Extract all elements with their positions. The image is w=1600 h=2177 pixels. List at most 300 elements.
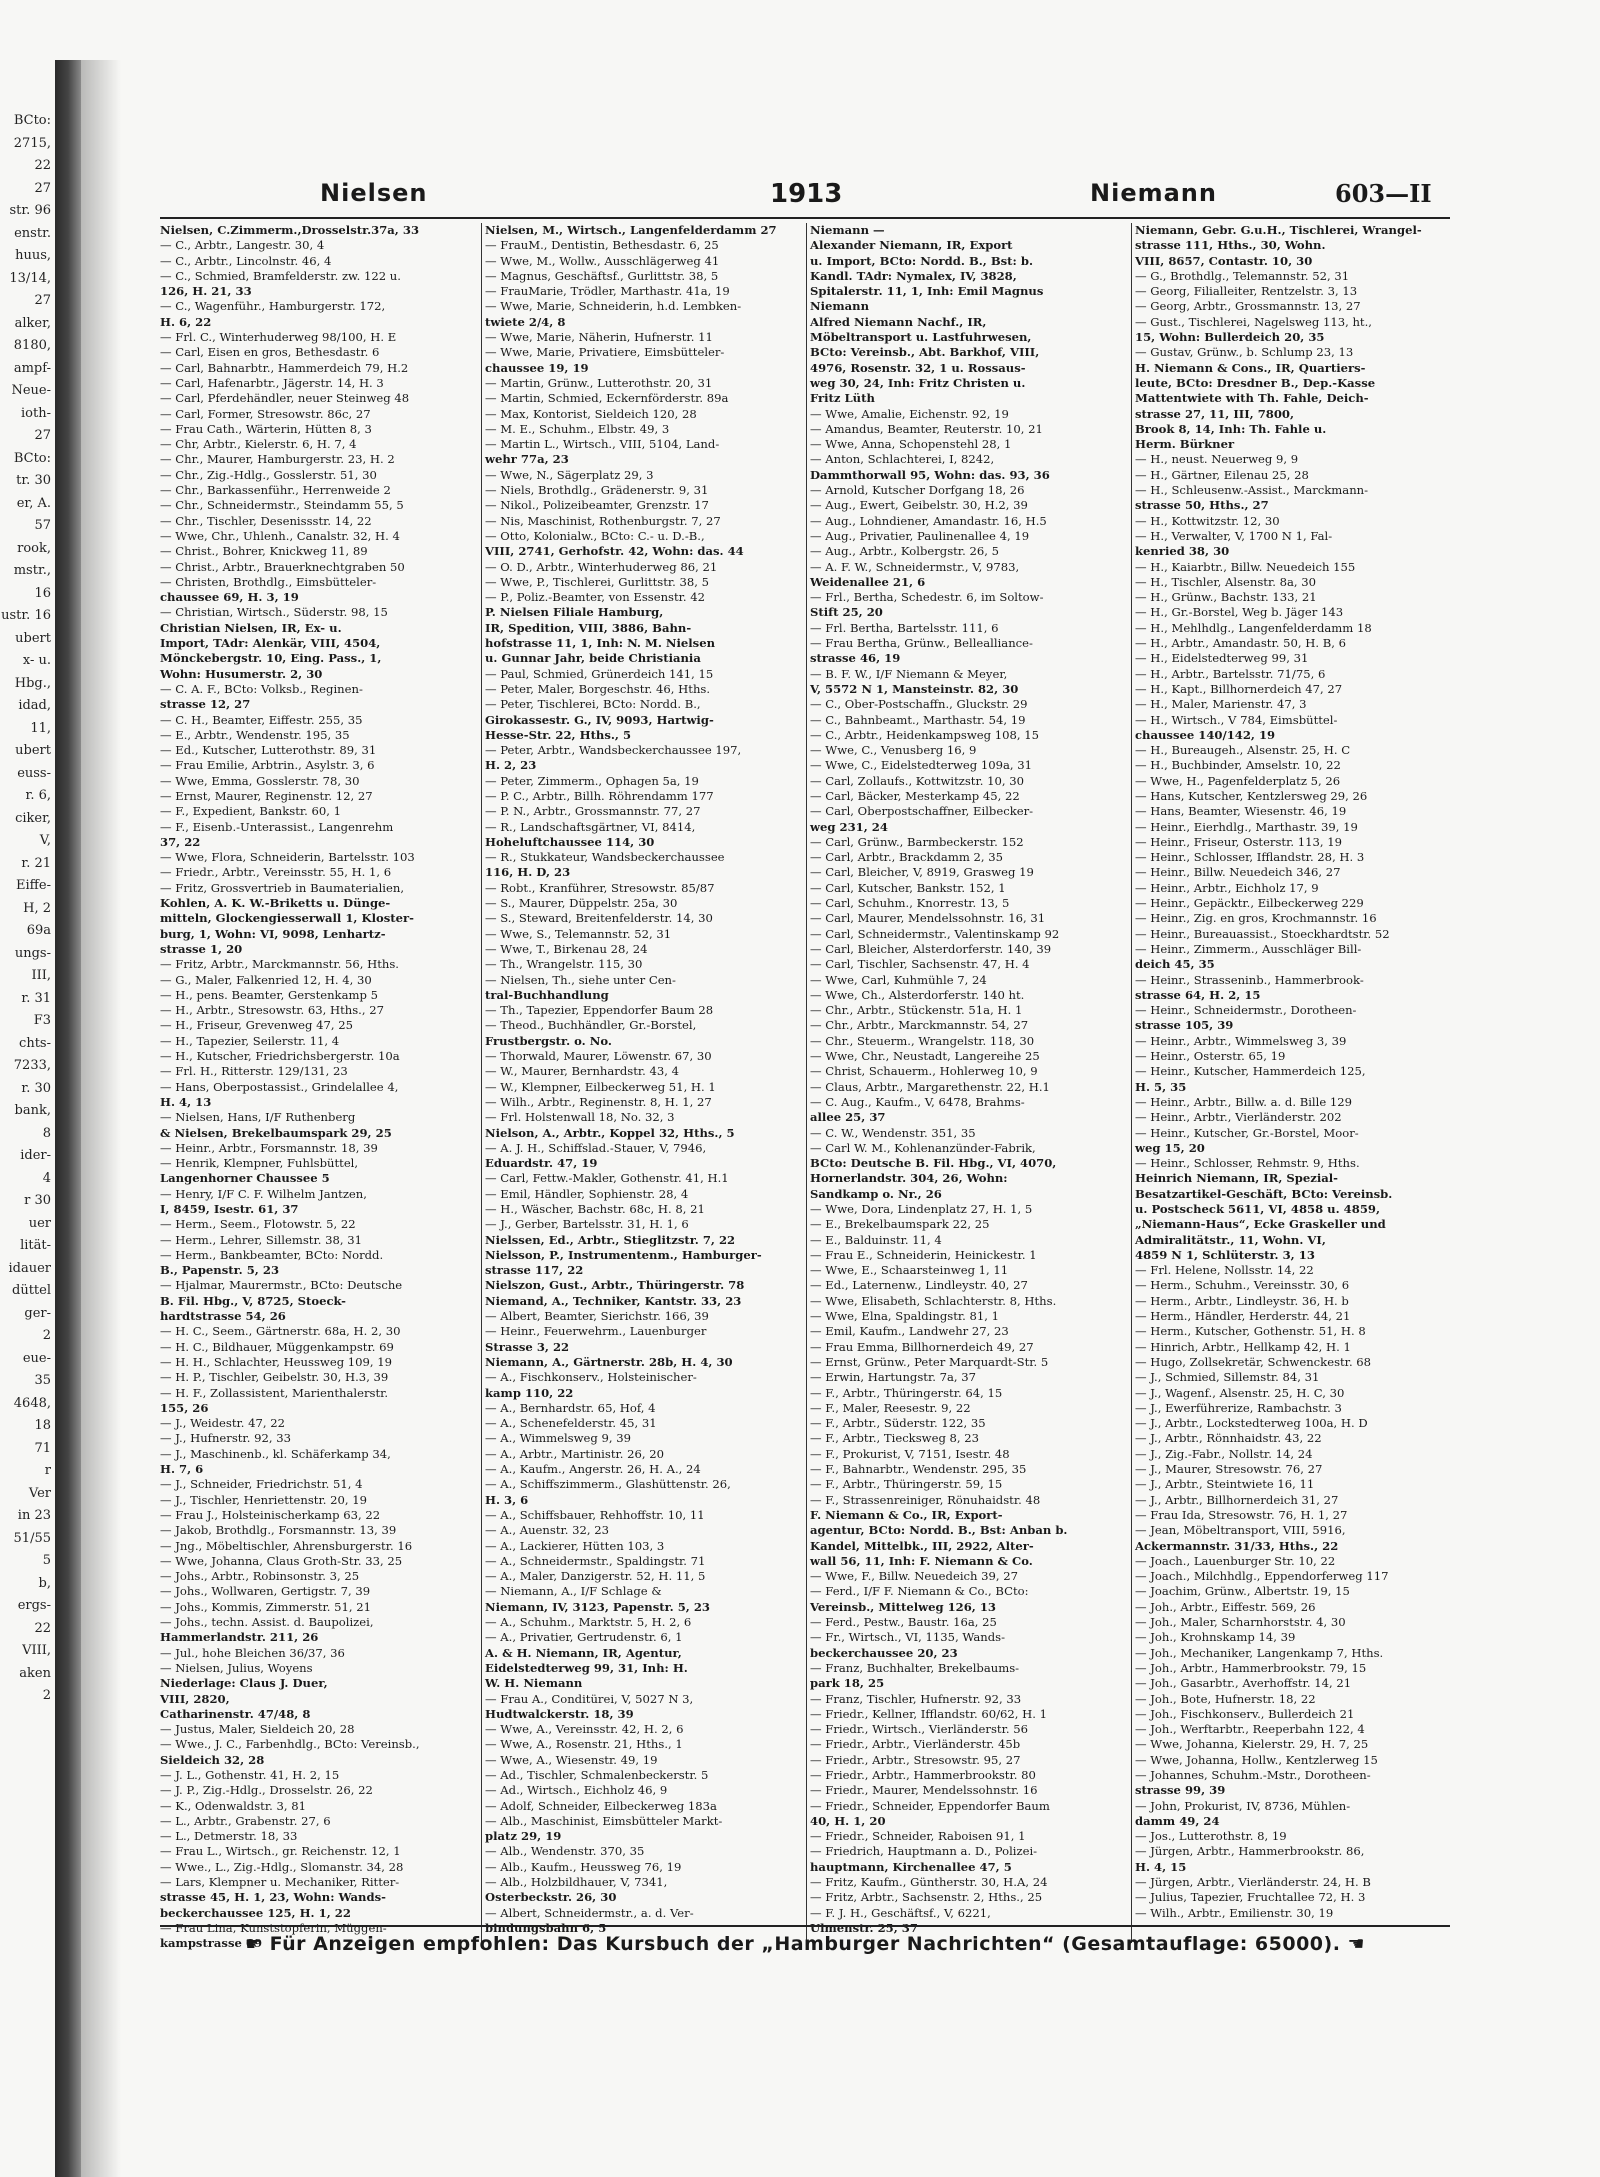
directory-entry: — F., Expedient, Bankstr. 60, 1 bbox=[160, 804, 342, 819]
left-page-fragment: 5 bbox=[42, 1553, 51, 1568]
directory-entry: — Hinrich, Arbtr., Hellkamp 42, H. 1 bbox=[1135, 1339, 1351, 1354]
directory-entry: — H., Arbtr., Stresowstr. 63, Hths., 27 bbox=[160, 1003, 384, 1018]
directory-entry: wehr 77a, 23 bbox=[485, 452, 569, 467]
directory-entry: — Ernst, Grünw., Peter Marquardt-Str. 5 bbox=[810, 1354, 1049, 1369]
left-page-fragment: r. 6, bbox=[25, 788, 51, 803]
directory-entry: — L., Detmerstr. 18, 33 bbox=[160, 1829, 298, 1844]
directory-entry: — H., Tischler, Alsenstr. 8a, 30 bbox=[1135, 574, 1317, 589]
directory-entry: W. H. Niemann bbox=[485, 1676, 583, 1691]
directory-entry: — H., Arbtr., Bartelsstr. 71/75, 6 bbox=[1135, 666, 1326, 681]
directory-entry: — A. F. W., Schneidermstr., V, 9783, bbox=[810, 559, 1020, 574]
directory-entry: B., Papenstr. 5, 23 bbox=[160, 1263, 280, 1278]
directory-entry: — A., Arbtr., Martinistr. 26, 20 bbox=[485, 1446, 665, 1461]
directory-entry: Nielsson, P., Instrumentenm., Hamburger- bbox=[485, 1247, 762, 1262]
left-page-fragment: ger- bbox=[24, 1305, 51, 1321]
directory-entry: strasse 12, 27 bbox=[160, 697, 251, 712]
directory-entry: — Wwe, A., Wiesenstr. 49, 19 bbox=[485, 1752, 658, 1767]
directory-entry: — Carl, Maurer, Mendelssohnstr. 16, 31 bbox=[810, 911, 1046, 926]
directory-entry: BCto: Vereinsb., Abt. Barkhof, VIII, bbox=[810, 345, 1040, 360]
left-page-fragment: ider- bbox=[20, 1148, 51, 1163]
directory-entry: — Heinr., Zimmerm., Ausschläger Bill- bbox=[1135, 941, 1362, 956]
left-page-fragment: ciker, bbox=[15, 810, 51, 826]
directory-entry: VIII, 8657, Contastr. 10, 30 bbox=[1135, 253, 1313, 268]
directory-entry: VIII, 2820, bbox=[160, 1691, 230, 1706]
directory-entry: — Alb., Maschinist, Eimsbütteler Markt- bbox=[485, 1813, 723, 1828]
directory-entry: — F., Arbtr., Süderstr. 122, 35 bbox=[810, 1416, 986, 1431]
column-3 bbox=[810, 223, 1128, 1943]
directory-entry: Niemann, A., Gärtnerstr. 28b, H. 4, 30 bbox=[485, 1354, 733, 1369]
directory-entry: strasse 27, 11, III, 7800, bbox=[1135, 406, 1295, 421]
left-page-fragment: er, A. bbox=[16, 495, 51, 511]
directory-entry: — Georg, Arbtr., Grossmannstr. 13, 27 bbox=[1135, 299, 1361, 314]
directory-entry: — Chr., Maurer, Hamburgerstr. 23, H. 2 bbox=[160, 452, 395, 467]
directory-entry: — Jul., hohe Bleichen 36/37, 36 bbox=[160, 1645, 345, 1660]
directory-entry: — E., Balduinstr. 11, 4 bbox=[810, 1232, 942, 1247]
directory-entry: Ulmenstr. 25, 37 bbox=[810, 1920, 918, 1935]
directory-entry: Niemann — bbox=[810, 223, 885, 237]
directory-entry: Hornerlandstr. 304, 26, Wohn: bbox=[810, 1171, 1008, 1186]
directory-entry: — Wwe, P., Tischlerei, Gurlittstr. 38, 5 bbox=[485, 574, 710, 589]
directory-entry: Wohn: Husumerstr. 2, 30 bbox=[160, 666, 323, 681]
directory-entry: — Heinr., Eierhdlg., Marthastr. 39, 19 bbox=[1135, 819, 1358, 834]
column-divider bbox=[1131, 223, 1132, 1943]
left-page-fragment: 2 bbox=[42, 1688, 51, 1703]
directory-entry: Strasse 3, 22 bbox=[485, 1339, 570, 1354]
directory-entry: — A., Auenstr. 32, 23 bbox=[485, 1523, 609, 1538]
directory-entry: — Ed., Laternenw., Lindleystr. 40, 27 bbox=[810, 1278, 1028, 1293]
directory-entry: — H., Wirtsch., V 784, Eimsbüttel- bbox=[1135, 712, 1338, 727]
directory-entry: — Carl, Bäcker, Mesterkamp 45, 22 bbox=[810, 788, 1020, 803]
left-page-fragment: b, bbox=[38, 1575, 51, 1591]
directory-entry: — Frau E., Schneiderin, Heinickestr. 1 bbox=[810, 1247, 1037, 1262]
directory-entry: — J. L., Gothenstr. 41, H. 2, 15 bbox=[160, 1767, 340, 1782]
directory-entry: — Chr., Schneidermstr., Steindamm 55, 5 bbox=[160, 498, 404, 513]
left-page-fragment: 8 bbox=[42, 1125, 51, 1141]
directory-entry: — F., Eisenb.-Unterassist., Langenrehm bbox=[160, 819, 394, 834]
directory-entry: — Jürgen, Arbtr., Vierländerstr. 24, H. B bbox=[1135, 1875, 1371, 1890]
directory-entry: — Peter, Maler, Borgeschstr. 46, Hths. bbox=[485, 681, 711, 696]
directory-entry: — A., Schuhm., Marktstr. 5, H. 2, 6 bbox=[485, 1615, 692, 1630]
directory-entry: platz 29, 19 bbox=[485, 1829, 562, 1844]
directory-entry: — Carl, Bleicher, Alsterdorferstr. 140, 39 bbox=[810, 941, 1052, 956]
left-page-fragment: alker, bbox=[14, 315, 51, 331]
directory-entry: — J., Wagenf., Alsenstr. 25, H. C, 30 bbox=[1135, 1385, 1345, 1400]
directory-entry: — J., Ewerführerize, Rambachstr. 3 bbox=[1135, 1400, 1342, 1415]
left-page-fragment: 4648, bbox=[13, 1395, 51, 1411]
directory-entry: — Albert, Schneidermstr., a. d. Ver- bbox=[485, 1905, 694, 1920]
directory-entry: — Wilh., Arbtr., Emilienstr. 30, 19 bbox=[1135, 1905, 1334, 1920]
directory-entry: — Heinr., Arbtr., Billw. a. d. Bille 129 bbox=[1135, 1094, 1353, 1109]
directory-entry: — Chr., Zig.-Hdlg., Gosslerstr. 51, 30 bbox=[160, 467, 377, 482]
directory-entry: — H., Verwalter, V, 1700 N 1, Fal- bbox=[1135, 528, 1333, 543]
directory-entry: — John, Prokurist, IV, 8736, Mühlen- bbox=[1135, 1798, 1351, 1813]
directory-entry: — FrauMarie, Trödler, Marthastr. 41a, 19 bbox=[485, 284, 730, 299]
left-page-fragment: BCto: bbox=[13, 113, 51, 128]
directory-entry: — Frl. Helene, Nollsstr. 14, 22 bbox=[1135, 1263, 1314, 1278]
directory-entry: Alfred Niemann Nachf., IR, bbox=[810, 314, 987, 329]
directory-entry: 15, Wohn: Bullerdeich 20, 35 bbox=[1135, 330, 1325, 345]
left-page-fragment: 71 bbox=[34, 1440, 51, 1456]
directory-entry: — Hans, Beamter, Wiesenstr. 46, 19 bbox=[1135, 804, 1347, 819]
left-page-fragment: 22 bbox=[34, 158, 51, 173]
left-page-margin bbox=[0, 110, 55, 2110]
directory-entry: — Alb., Wendenstr. 370, 35 bbox=[485, 1844, 645, 1859]
directory-entry: — Jürgen, Arbtr., Hammerbrookstr. 86, bbox=[1135, 1844, 1365, 1859]
directory-entry: — F., Arbtr., Thüringerstr. 59, 15 bbox=[810, 1477, 1003, 1492]
directory-entry: strasse 1, 20 bbox=[160, 941, 243, 956]
directory-entry: — C., Ober-Postschaffn., Gluckstr. 29 bbox=[810, 697, 1028, 712]
directory-entry: 126, H. 21, 33 bbox=[160, 284, 252, 299]
directory-entry: — Johs., Wollwaren, Gertigstr. 7, 39 bbox=[160, 1584, 371, 1599]
header-left-keyword: Nielsen bbox=[320, 179, 428, 207]
directory-entry: Sieldeich 32, 28 bbox=[160, 1752, 265, 1767]
directory-entry: — H., Maler, Marienstr. 47, 3 bbox=[1135, 697, 1307, 712]
directory-entry: — A., Schiffsbauer, Rehhoffstr. 10, 11 bbox=[485, 1507, 705, 1522]
left-page-fragment: chts- bbox=[19, 1035, 51, 1051]
left-page-fragment: rook, bbox=[17, 540, 51, 556]
directory-entry: — Wwe, A., Vereinsstr. 42, H. 2, 6 bbox=[485, 1722, 684, 1737]
directory-entry: — H., neust. Neuerweg 9, 9 bbox=[1135, 452, 1299, 467]
directory-entry: — E., Arbtr., Wendenstr. 195, 35 bbox=[160, 727, 350, 742]
directory-entry: — Jng., Möbeltischler, Ahrensburgerstr. 16 bbox=[160, 1538, 413, 1553]
directory-entry: — Wwe, C., Eidelstedterweg 109a, 31 bbox=[810, 758, 1033, 773]
directory-entry: chaussee 69, H. 3, 19 bbox=[160, 590, 299, 605]
directory-entry: — J., Hufnerstr. 92, 33 bbox=[160, 1431, 291, 1446]
directory-entry: — Herm., Arbtr., Lindleystr. 36, H. b bbox=[1135, 1293, 1349, 1308]
directory-entry: — Friedr., Arbtr., Vierländerstr. 45b bbox=[810, 1737, 1021, 1752]
left-page-fragment: III, bbox=[31, 968, 51, 983]
directory-entry: — A., Schneidermstr., Spaldingstr. 71 bbox=[485, 1553, 706, 1568]
left-page-fragment: Ver bbox=[28, 1485, 51, 1501]
directory-entry: IR, Spedition, VIII, 3886, Bahn- bbox=[485, 620, 692, 635]
directory-entry: — Max, Kontorist, Sieldeich 120, 28 bbox=[485, 406, 697, 421]
directory-entry: leute, BCto: Dresdner B., Dep.-Kasse bbox=[1135, 375, 1376, 390]
directory-entry: — R., Stukkateur, Wandsbeckerchaussee bbox=[485, 850, 725, 865]
directory-entry: — Friedr., Arbtr., Stresowstr. 95, 27 bbox=[810, 1752, 1021, 1767]
directory-entry: Osterbeckstr. 26, 30 bbox=[485, 1890, 617, 1905]
directory-entry: — Peter, Zimmerm., Ophagen 5a, 19 bbox=[485, 773, 699, 788]
directory-entry: — Chr., Steuerm., Wrangelstr. 118, 30 bbox=[810, 1033, 1035, 1048]
directory-entry: chaussee 140/142, 19 bbox=[1135, 727, 1276, 742]
directory-entry: F. Niemann & Co., IR, Export- bbox=[810, 1507, 1003, 1522]
directory-entry: — J., Zig.-Fabr., Nollstr. 14, 24 bbox=[1135, 1446, 1313, 1461]
directory-entry: H. 3, 6 bbox=[485, 1492, 529, 1507]
directory-entry: — H. C., Seem., Gärtnerstr. 68a, H. 2, 30 bbox=[160, 1324, 401, 1339]
directory-entry: — Joh., Maler, Scharnhorststr. 4, 30 bbox=[1135, 1615, 1346, 1630]
directory-entry: — Wwe, Johanna, Hollw., Kentzlerweg 15 bbox=[1135, 1752, 1378, 1767]
header-year: 1913 bbox=[770, 179, 843, 209]
directory-entry: — Carl, Hafenarbtr., Jägerstr. 14, H. 3 bbox=[160, 375, 384, 390]
directory-entry: — Aug., Lohndiener, Amandastr. 16, H.5 bbox=[810, 513, 1047, 528]
directory-entry: — Heinr., Friseur, Osterstr. 113, 19 bbox=[1135, 834, 1342, 849]
directory-entry: Besatzartikel-Geschäft, BCto: Vereinsb. bbox=[1135, 1186, 1393, 1201]
left-page-fragment: ubert bbox=[15, 743, 51, 758]
left-page-fragment: ustr. 16 bbox=[1, 608, 51, 623]
directory-entry: — Justus, Maler, Sieldeich 20, 28 bbox=[160, 1722, 355, 1737]
left-page-fragment: euss- bbox=[17, 765, 51, 781]
left-page-fragment: 27 bbox=[34, 180, 51, 196]
directory-entry: hardtstrasse 54, 26 bbox=[160, 1309, 286, 1324]
directory-entry: — Wwe, Amalie, Eichenstr. 92, 19 bbox=[810, 406, 1009, 421]
directory-entry: — H. H., Schlachter, Heussweg 109, 19 bbox=[160, 1354, 393, 1369]
directory-entry: 4859 N 1, Schlüterstr. 3, 13 bbox=[1135, 1247, 1315, 1262]
directory-entry: — Hjalmar, Maurermstr., BCto: Deutsche bbox=[160, 1278, 403, 1293]
directory-entry: weg 15, 20 bbox=[1135, 1140, 1205, 1155]
left-page-fragment: 7233, bbox=[13, 1058, 51, 1073]
directory-entry: — H., Kapt., Billhornerdeich 47, 27 bbox=[1135, 681, 1343, 696]
directory-entry: — Johannes, Schuhm.-Mstr., Dorotheen- bbox=[1135, 1767, 1371, 1782]
directory-entry: — Frau Emilie, Arbtrin., Asylstr. 3, 6 bbox=[160, 758, 375, 773]
directory-entry: — Wwe, Marie, Schneiderin, h.d. Lembken- bbox=[485, 299, 742, 314]
directory-entry: Niemann, Gebr. G.u.H., Tischlerei, Wrangel- bbox=[1135, 223, 1422, 237]
directory-entry: — A., Schiffszimmerm., Glashüttenstr. 26, bbox=[485, 1477, 731, 1492]
directory-entry: Brook 8, 14, Inh: Th. Fahle u. bbox=[1135, 421, 1327, 436]
directory-entry: — Wwe, Elisabeth, Schlachterstr. 8, Hths. bbox=[810, 1293, 1057, 1308]
left-page-fragment: 8180, bbox=[13, 338, 51, 353]
directory-entry: — Wwe., L., Zig.-Hdlg., Slomanstr. 34, 28 bbox=[160, 1859, 404, 1874]
directory-entry: — J., Arbtr., Rönnhaidstr. 43, 22 bbox=[1135, 1431, 1322, 1446]
directory-entry: — A., Kaufm., Angerstr. 26, H. A., 24 bbox=[485, 1462, 701, 1477]
directory-entry: — Heinr., Kutscher, Gr.-Borstel, Moor- bbox=[1135, 1125, 1359, 1140]
directory-entry: — Joachim, Grünw., Albertstr. 19, 15 bbox=[1135, 1584, 1350, 1599]
directory-entry: Niemann, IV, 3123, Papenstr. 5, 23 bbox=[485, 1599, 710, 1614]
directory-entry: — Wwe, A., Rosenstr. 21, Hths., 1 bbox=[485, 1737, 683, 1752]
left-page-fragment: in 23 bbox=[17, 1508, 51, 1523]
directory-entry: — Robt., Kranführer, Stresowstr. 85/87 bbox=[485, 880, 715, 895]
directory-entry: — H., Kaiarbtr., Billw. Neuedeich 155 bbox=[1135, 559, 1356, 574]
directory-entry: — Franz, Buchhalter, Brekelbaums- bbox=[810, 1660, 1020, 1675]
directory-entry: — Martin L., Wirtsch., VIII, 5104, Land- bbox=[485, 437, 720, 452]
directory-entry: park 18, 25 bbox=[810, 1676, 885, 1691]
directory-entry: — Frau Cath., Wärterin, Hütten 8, 3 bbox=[160, 421, 372, 436]
left-page-fragment: huus, bbox=[15, 248, 51, 263]
directory-entry: — S., Maurer, Düppelstr. 25a, 30 bbox=[485, 896, 678, 911]
directory-entry: — Christian, Wirtsch., Süderstr. 98, 15 bbox=[160, 605, 388, 620]
header-right-keyword: Niemann bbox=[1090, 179, 1217, 207]
left-page-fragment: idauer bbox=[8, 1260, 51, 1276]
directory-entry: — Heinr., Gepäcktr., Eilbeckerweg 229 bbox=[1135, 896, 1364, 911]
directory-entry: Spitalerstr. 11, 1, Inh: Emil Magnus bbox=[810, 284, 1044, 299]
directory-entry: — Frl. C., Winterhuderweg 98/100, H. E bbox=[160, 330, 397, 345]
left-page-fragment: 16 bbox=[34, 585, 51, 601]
directory-entry: — Julius, Tapezier, Fruchtallee 72, H. 3 bbox=[1135, 1890, 1366, 1905]
directory-entry: — Anton, Schlachterei, I, 8242, bbox=[810, 452, 995, 467]
directory-entry: — Martin, Schmied, Eckernförderstr. 89a bbox=[485, 391, 729, 406]
directory-entry: — F., Strassenreiniger, Rönuhaidstr. 48 bbox=[810, 1492, 1041, 1507]
directory-entry: — K., Odenwaldstr. 3, 81 bbox=[160, 1798, 306, 1813]
column-divider bbox=[806, 223, 807, 1943]
directory-entry: Import, TAdr: Alenkär, VIII, 4504, bbox=[160, 636, 381, 651]
directory-entry: — B. F. W., I/F Niemann & Meyer, bbox=[810, 666, 1008, 681]
directory-entry: — Chr., Barkassenführ., Herrenweide 2 bbox=[160, 483, 391, 498]
directory-entry: — Herm., Händler, Herderstr. 44, 21 bbox=[1135, 1309, 1351, 1324]
directory-entry: Dammthorwall 95, Wohn: das. 93, 36 bbox=[810, 467, 1050, 482]
directory-entry: — Fritz, Grossvertrieb in Baumaterialien, bbox=[160, 880, 405, 895]
left-page-fragment: r. 30 bbox=[21, 1080, 51, 1096]
directory-entry: — Jakob, Brothdlg., Forsmannstr. 13, 39 bbox=[160, 1523, 397, 1538]
directory-entry: — P., Poliz.-Beamter, von Essenstr. 42 bbox=[485, 590, 706, 605]
directory-entry: kenried 38, 30 bbox=[1135, 544, 1230, 559]
left-page-fragment: 4 bbox=[42, 1170, 51, 1186]
left-page-fragment: ioth- bbox=[21, 405, 51, 421]
directory-entry: — Hans, Kutscher, Kentzlersweg 29, 26 bbox=[1135, 788, 1368, 803]
directory-entry: VIII, 2741, Gerhofstr. 42, Wohn: das. 44 bbox=[485, 544, 744, 559]
directory-entry: — Albert, Beamter, Sierichstr. 166, 39 bbox=[485, 1309, 709, 1324]
left-page-fragment: eue- bbox=[22, 1350, 51, 1366]
directory-entry: 37, 22 bbox=[160, 834, 201, 849]
left-page-fragment: 69a bbox=[26, 923, 51, 938]
directory-entry: — Niemann, A., I/F Schlage & bbox=[485, 1584, 662, 1599]
directory-entry: — O. D., Arbtr., Winterhuderweg 86, 21 bbox=[485, 559, 718, 574]
directory-entry: — A., Bernhardstr. 65, Hof, 4 bbox=[485, 1400, 656, 1415]
directory-entry: — F., Arbtr., Tiecksweg 8, 23 bbox=[810, 1431, 980, 1446]
directory-entry: — Ferd., I/F F. Niemann & Co., BCto: bbox=[810, 1584, 1029, 1599]
directory-entry: kamp 110, 22 bbox=[485, 1385, 574, 1400]
directory-entry: beckerchaussee 20, 23 bbox=[810, 1645, 958, 1660]
directory-entry: — Frau Ida, Stresowstr. 76, H. 1, 27 bbox=[1135, 1507, 1348, 1522]
directory-entry: — H., Kutscher, Friedrichsbergerstr. 10a bbox=[160, 1049, 400, 1064]
directory-entry: — Georg, Filialleiter, Rentzelstr. 3, 13 bbox=[1135, 284, 1358, 299]
directory-entry: — W., Klempner, Eilbeckerweg 51, H. 1 bbox=[485, 1079, 716, 1094]
directory-entry: strasse 45, H. 1, 23, Wohn: Wands- bbox=[160, 1890, 386, 1905]
directory-entry: — H., Grünw., Bachstr. 133, 21 bbox=[1135, 590, 1317, 605]
directory-entry: — Frau Bertha, Grünw., Belleallianсe- bbox=[810, 636, 1033, 651]
directory-entry: — A., Schenefelderstr. 45, 31 bbox=[485, 1416, 657, 1431]
directory-entry: — H., Bureaugeh., Alsenstr. 25, H. C bbox=[1135, 743, 1351, 758]
column-4 bbox=[1135, 223, 1450, 1943]
directory-entry: — Ed., Kutscher, Lutterothstr. 89, 31 bbox=[160, 743, 377, 758]
page-header bbox=[160, 165, 1450, 219]
directory-entry: — F., Prokurist, V, 7151, Isestr. 48 bbox=[810, 1446, 1010, 1461]
directory-entry: — Frau A., Conditürei, V, 5027 N 3, bbox=[485, 1691, 694, 1706]
directory-entry: — Gustav, Grünw., b. Schlump 23, 13 bbox=[1135, 345, 1354, 360]
directory-entry: weg 30, 24, Inh: Fritz Christen u. bbox=[810, 375, 1026, 390]
directory-entry: allee 25, 37 bbox=[810, 1110, 886, 1125]
directory-entry: — Carl, Schuhm., Knorrestr. 13, 5 bbox=[810, 896, 1010, 911]
left-page-fragment: Neue- bbox=[11, 383, 51, 398]
left-page-fragment: BCto: bbox=[13, 450, 51, 466]
directory-entry: — Wwe, S., Telemannstr. 52, 31 bbox=[485, 926, 672, 941]
directory-entry: — H., Wäscher, Bachstr. 68c, H. 8, 21 bbox=[485, 1202, 705, 1216]
directory-entry: H. 5, 35 bbox=[1135, 1079, 1187, 1094]
directory-entry: — Friedr., Maurer, Mendelssohnstr. 16 bbox=[810, 1783, 1038, 1798]
directory-entry: — G., Brothdlg., Telemannstr. 52, 31 bbox=[1135, 268, 1350, 283]
directory-entry: — A., Maler, Danzigerstr. 52, H. 11, 5 bbox=[485, 1569, 706, 1584]
directory-entry: — J. P., Zig.-Hdlg., Drosselstr. 26, 22 bbox=[160, 1783, 373, 1798]
directory-entry: — E., Brekelbaumspark 22, 25 bbox=[810, 1217, 990, 1232]
directory-entry: — FrauM., Dentistin, Bethesdastr. 6, 25 bbox=[485, 238, 719, 253]
directory-entry: twiete 2/4, 8 bbox=[485, 314, 566, 329]
left-page-fragment: str. 96 bbox=[9, 203, 51, 218]
directory-entry: — Heinr., Arbtr., Eichholz 17, 9 bbox=[1135, 880, 1319, 895]
directory-entry: — Wwe, F., Billw. Neuedeich 39, 27 bbox=[810, 1569, 1019, 1584]
left-page-fragment: H, 2 bbox=[23, 900, 51, 916]
directory-entry: — Wwe., J. C., Farbenhdlg., BCto: Vereinsb., bbox=[160, 1737, 420, 1752]
directory-entry: — J., Arbtr., Steintwiete 16, 11 bbox=[1135, 1477, 1315, 1492]
directory-entry: — Aug., Privatier, Paulinenallee 4, 19 bbox=[810, 528, 1030, 543]
directory-entry: — H. P., Tischler, Geibelstr. 30, H.3, 39 bbox=[160, 1370, 389, 1385]
directory-entry: — Fritz, Arbtr., Marckmannstr. 56, Hths. bbox=[160, 957, 399, 972]
directory-entry: Kohlen, A. K. W.-Briketts u. Dünge- bbox=[160, 896, 391, 911]
directory-entry: — S., Steward, Breitenfelderstr. 14, 30 bbox=[485, 911, 713, 926]
directory-entry: — Peter, Arbtr., Wandsbeckerchaussee 197, bbox=[485, 743, 742, 758]
directory-entry: — Thorwald, Maurer, Löwenstr. 67, 30 bbox=[485, 1049, 712, 1064]
left-page-fragment: 35 bbox=[34, 1373, 51, 1388]
directory-entry: — C., Arbtr., Heidenkampsweg 108, 15 bbox=[810, 727, 1039, 742]
directory-entry: — Joh., Arbtr., Hammerbrookstr. 79, 15 bbox=[1135, 1660, 1367, 1675]
directory-entry: Vereinsb., Mittelweg 126, 13 bbox=[810, 1599, 997, 1614]
directory-entry: — Ernst, Maurer, Reginenstr. 12, 27 bbox=[160, 788, 373, 803]
directory-entry: — W., Maurer, Bernhardstr. 43, 4 bbox=[485, 1064, 679, 1079]
directory-entry: — Fritz, Kaufm., Güntherstr. 30, H.A, 24 bbox=[810, 1875, 1048, 1890]
directory-entry: — J., Schmied, Sillemstr. 84, 31 bbox=[1135, 1370, 1320, 1385]
left-page-fragment: enstr. bbox=[14, 225, 51, 241]
directory-entry: — Carl, Zollaufs., Kottwitzstr. 10, 30 bbox=[810, 773, 1024, 788]
directory-entry: — Aug., Ewert, Geibelstr. 30, H.2, 39 bbox=[810, 498, 1028, 513]
directory-entry: — Heinr., Zig. en gros, Krochmannstr. 16 bbox=[1135, 911, 1377, 926]
directory-entry: Niemann bbox=[810, 299, 870, 314]
directory-entry: — Heinr., Arbtr., Forsmannstr. 18, 39 bbox=[160, 1140, 378, 1155]
directory-entry: — Nielsen, Hans, I/F Ruthenberg bbox=[160, 1110, 356, 1125]
directory-entry: — H., Eidelstedterweg 99, 31 bbox=[1135, 651, 1309, 666]
directory-entry: — R., Landschaftsgärtner, VI, 8414, bbox=[485, 819, 696, 834]
left-page-fragment: 27 bbox=[34, 293, 51, 308]
directory-entry: Hudtwalckerstr. 18, 39 bbox=[485, 1706, 634, 1721]
directory-entry: — Peter, Tischlerei, BCto: Nordd. B., bbox=[485, 697, 701, 712]
directory-entry: — J., Tischler, Henriettenstr. 20, 19 bbox=[160, 1492, 367, 1507]
directory-entry: Stift 25, 20 bbox=[810, 605, 883, 620]
directory-entry: — Frl. H., Ritterstr. 129/131, 23 bbox=[160, 1064, 348, 1079]
directory-entry: — Th., Tapezier, Eppendorfer Baum 28 bbox=[485, 1003, 714, 1018]
directory-entry: — Carl, Oberpostschaffner, Eilbecker- bbox=[810, 804, 1034, 819]
directory-entry: — Adolf, Schneider, Eilbeckerweg 183a bbox=[485, 1798, 717, 1813]
directory-entry: — Herm., Seem., Flotowstr. 5, 22 bbox=[160, 1217, 356, 1232]
directory-entry: — Wwe, Marie, Privatiere, Eimsbütteler- bbox=[485, 345, 725, 360]
directory-entry: — Heinr., Kutscher, Hammerdeich 125, bbox=[1135, 1064, 1366, 1079]
directory-entry: — Wwe, Chr., Uhlenh., Canalstr. 32, H. 4 bbox=[160, 528, 400, 543]
directory-entry: — Frau Lina, Kunststopferin, Müggen- bbox=[160, 1920, 387, 1935]
directory-entry: — Joh., Bote, Hufnerstr. 18, 22 bbox=[1135, 1691, 1316, 1706]
directory-entry: Niemand, A., Techniker, Kantstr. 33, 23 bbox=[485, 1293, 742, 1308]
directory-entry: — H., Gärtner, Eilenau 25, 28 bbox=[1135, 467, 1309, 482]
directory-entry: H. 2, 23 bbox=[485, 758, 537, 773]
directory-entry: Catharinenstr. 47/48, 8 bbox=[160, 1706, 311, 1721]
directory-entry: — Johs., techn. Assist. d. Baupolizei, bbox=[160, 1615, 374, 1630]
left-page-fragment: ungs- bbox=[14, 945, 51, 961]
left-page-fragment: r bbox=[44, 1463, 51, 1478]
directory-entry: — Jean, Möbeltransport, VIII, 5916, bbox=[1135, 1523, 1346, 1538]
directory-entry: — Carl, Kutscher, Bankstr. 152, 1 bbox=[810, 880, 1006, 895]
directory-entry: — Carl, Arbtr., Brackdamm 2, 35 bbox=[810, 850, 1004, 865]
directory-entry: — Carl, Tischler, Sachsenstr. 47, H. 4 bbox=[810, 957, 1030, 972]
directory-entry: Möbeltransport u. Lastfuhrwesen, bbox=[810, 330, 1032, 345]
left-page-fragment: 57 bbox=[34, 518, 51, 533]
directory-entry: u. Postscheck 5611, VI, 4858 u. 4859, bbox=[1135, 1202, 1380, 1216]
left-page-fragment: r 30 bbox=[24, 1193, 51, 1208]
directory-entry: — Heinr., Arbtr., Wimmelsweg 3, 39 bbox=[1135, 1033, 1347, 1048]
directory-entry: — Lars, Klempner u. Mechaniker, Ritter- bbox=[160, 1875, 400, 1890]
directory-entry: Eidelstedterweg 99, 31, Inh: H. bbox=[485, 1660, 688, 1675]
left-page-fragment: 18 bbox=[34, 1418, 51, 1433]
directory-entry: — Herm., Kutscher, Gothenstr. 51, H. 8 bbox=[1135, 1324, 1366, 1339]
directory-entry: „Niemann-Haus“, Ecke Graskeller und bbox=[1135, 1217, 1386, 1232]
directory-entry: chaussee 19, 19 bbox=[485, 360, 589, 375]
directory-entry: — Joh., Fischkonserv., Bullerdeich 21 bbox=[1135, 1706, 1355, 1721]
directory-entry: — A., Wimmelsweg 9, 39 bbox=[485, 1431, 632, 1446]
column-2 bbox=[485, 223, 803, 1943]
directory-entry: — A., Privatier, Gertrudenstr. 6, 1 bbox=[485, 1630, 683, 1645]
directory-entry: — Ferd., Pestw., Baustr. 16a, 25 bbox=[810, 1615, 997, 1630]
